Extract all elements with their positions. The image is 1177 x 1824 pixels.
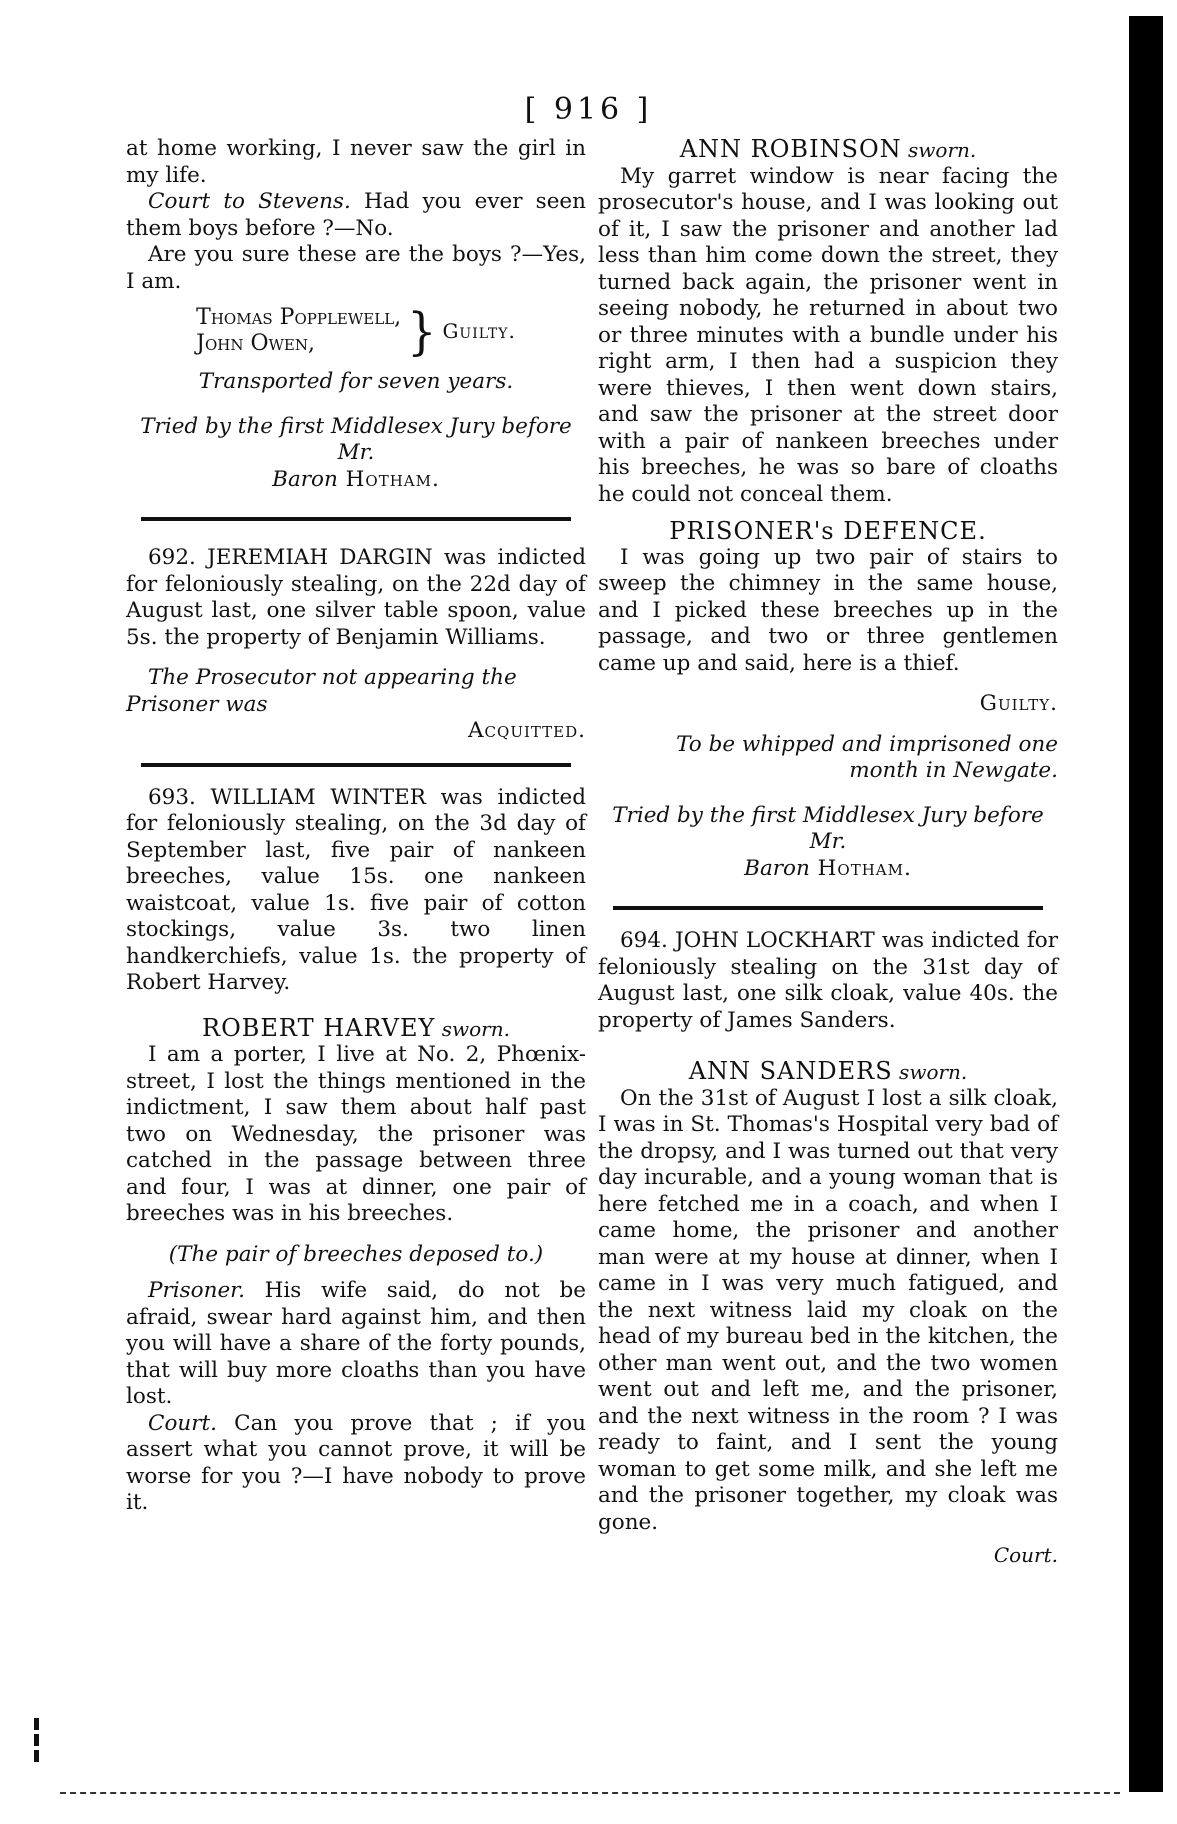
witness-name: ANN SANDERS [688,1057,893,1085]
indictment-text: was indicted for feloniously stealing on the 31st day of August last, one silk cloak, value 40s. the property of James Sanders. [598,928,1058,1033]
witness-testimony: I am a porter, I live at No. 2, Phœnix-street, I lost the things mentioned in the indictment, I saw them about half past two on Wednesday, the prisoner was catched in the passage between three and four, I was at dinner, one pair of breeches was in his breeches. [126,1042,586,1226]
witness-heading [126,1015,586,1043]
judge-title: Baron [272,466,338,492]
margin-marks [28,1714,50,1784]
indictment-text: was indicted for feloniously stealing, on the 22d day of August last, one silver table spoon, value 5s. the property of Benjamin Williams. [126,545,586,650]
case-number: 692. [148,545,196,570]
question-text: Had you ever seen them boys before ?—No. [126,189,586,241]
case-693 [126,785,586,997]
defendant-name: Thomas Popplewell, [196,305,402,330]
verdict-label: Guilty. [442,318,516,343]
section-divider [613,906,1043,910]
defendants-verdict [126,301,586,361]
court-question [126,189,586,242]
defence-heading: PRISONER's DEFENCE. [669,517,987,545]
jury-note: Tried by the first Middlesex Jury before Mr. [612,802,1044,854]
defendant-names [196,305,401,357]
sentence: To be whipped and imprisoned one month in Newgate. [676,731,1058,783]
left-column [126,136,586,1517]
court-statement [126,1411,586,1517]
jury-note: Tried by the first Middlesex Jury before Mr. [140,413,572,465]
testimony-continuation: at home working, I never saw the girl in my life. [126,136,586,188]
section-divider [141,763,571,767]
defence-text: I was going up two pair of stairs to sweep the chimney in the same house, and I picked these breeches up in the passage, and two or three gentlemen came up and said, here is a thief. [598,544,1058,676]
judge-name: Hotham. [337,466,440,492]
section-divider [141,517,571,521]
case-number: 693. [148,784,196,810]
speaker-label: Court to Stevens. [148,189,351,214]
judge-line [126,467,586,494]
statement-text: Can you prove that ; if you assert what you cannot prove, it will be worse for you ?—I have nobody to prove it. [126,1410,586,1515]
binding-edge [1129,16,1163,1792]
witness-testimony: My garret window is near facing the prosecutor's house, and I was looking out of it, I saw the prisoner and another lad less than him come down the street, they turned back again, the prisoner went in seeing nobody, he returned in about two or three minutes with a bundle under his right arm, I then had a suspicion they were thieves, I then went down stairs, and saw the prisoner at the street door with a pair of nankeen breeches under his breeches, he was so bare of cloaths he could not conceal them. [598,163,1058,507]
witness-testimony: On the 31st of August I lost a silk cloak, I was in St. Thomas's Hospital very bad of the dropsy, and I was turned out that very day incurable, and a young woman that is here fetched me in a coach, and when I came home, the prisoner and another man were at my house at dinner, when I came in I was very much fatigued, and the next witness laid my cloak on the head of my bureau bed in the kitchen, the other man went out, and the two women went out and left me, and the prisoner, and the next witness in the room ? I was ready to faint, and I sent the young woman to get some milk, and she left me and the prisoner together, my cloak was gone. [598,1085,1058,1535]
exhibit-note: (The pair of breeches deposed to.) [168,1241,544,1267]
judge-line [598,856,1058,883]
judge-name: Hotham. [809,855,912,881]
case-692 [126,545,586,651]
witness-heading [598,136,1058,164]
defendant-name: JOHN LOCKHART [667,928,875,953]
brace-symbol: } [407,301,437,361]
defendant-name: John Owen, [196,331,315,356]
indictment-text: was indicted for feloniously stealing, on the 3d day of September last, five pair of nankeen breeches, value 15s. one nankeen waistcoat, value 1s. five pair of cotton stockings, value 3s. two linen handkerchiefs, value 1s. the property of Robert Harvey. [126,784,586,995]
witness-name: ANN ROBINSON [679,135,902,163]
defendant-name: JEREMIAH DARGIN [195,545,433,570]
statement-text: His wife said, do not be afraid, swear hard against him, and then you will have a share of the forty pounds, that will buy more cloaths than you have lost. [126,1278,586,1409]
case-note: The Prosecutor not appearing the Prisoner was [126,665,517,717]
judge-title: Baron [744,855,810,881]
question-answer: Are you sure these are the boys ?—Yes, I am. [126,242,586,294]
speaker-label: Prisoner. [148,1278,245,1303]
defendant-name: WILLIAM WINTER [195,784,426,810]
bottom-edge-line [60,1792,1120,1794]
page-number: [ 916 ] [524,92,653,127]
witness-heading [598,1058,1058,1086]
verdict-label: Guilty. [979,691,1058,716]
sentence: Transported for seven years. [198,369,514,394]
catchword: Court. [993,1543,1058,1567]
prisoner-statement [126,1278,586,1411]
sworn-label: sworn. [435,1016,510,1041]
right-column [598,136,1058,1569]
sworn-label: sworn. [892,1060,968,1084]
witness-name: ROBERT HARVEY [202,1013,436,1042]
case-694 [598,928,1058,1034]
verdict-label: Acquitted. [468,718,586,743]
case-number: 694. [620,928,668,953]
sworn-label: sworn. [901,138,977,162]
speaker-label: Court. [148,1410,217,1436]
